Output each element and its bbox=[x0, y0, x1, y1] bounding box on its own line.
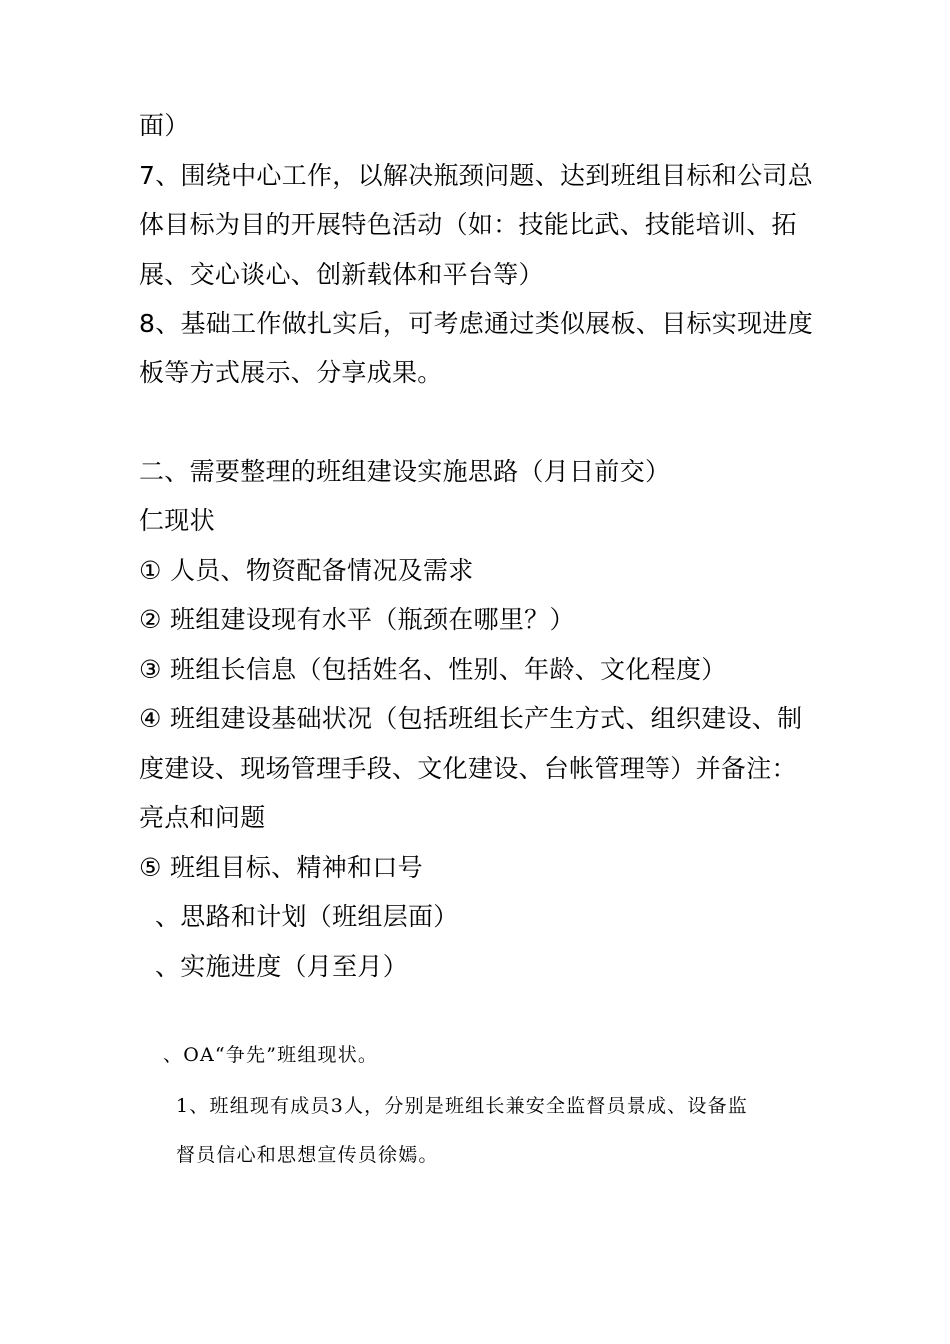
section-heading: 二、需要整理的班组建设实施思路（月日前交） bbox=[139, 457, 671, 486]
text-line: 板等方式展示、分享成果。 bbox=[139, 358, 443, 387]
text-line: 展、交心谈心、创新载体和平台等） bbox=[139, 260, 544, 289]
text-line: 仁现状 bbox=[139, 506, 215, 535]
paragraph-line: 督员信心和思想宣传员徐嫣。 bbox=[176, 1144, 439, 1166]
text-line: 体目标为目的开展特色活动（如：技能比武、技能培训、拓 bbox=[139, 210, 797, 239]
subsection-title: 、OA“争先”班组现状。 bbox=[163, 1044, 379, 1066]
paragraph-line: 1、班组现有成员3人，分别是班组长兼安全监督员景成、设备监 bbox=[176, 1095, 748, 1117]
list-item: ⑤ 班组目标、精神和口号 bbox=[139, 853, 423, 882]
text-line: 8、基础工作做扎实后，可考虑通过类似展板、目标实现进度 bbox=[139, 309, 814, 338]
list-item: 、实施进度（月至月） bbox=[155, 952, 409, 981]
text-line: 7、围绕中心工作，以解决瓶颈问题、达到班组目标和公司总 bbox=[139, 161, 814, 190]
text-line: 度建设、现场管理手段、文化建设、台帐管理等）并备注： bbox=[139, 754, 797, 783]
list-item: ① 人员、物资配备情况及需求 bbox=[139, 556, 474, 585]
list-item: ④ 班组建设基础状况（包括班组长产生方式、组织建设、制 bbox=[139, 704, 803, 733]
text-line: 面） bbox=[139, 111, 190, 140]
list-item: 、思路和计划（班组层面） bbox=[155, 902, 459, 931]
list-item: ② 班组建设现有水平（瓶颈在哪里？） bbox=[139, 605, 575, 634]
text-line: 亮点和问题 bbox=[139, 803, 266, 832]
list-item: ③ 班组长信息（包括姓名、性别、年龄、文化程度） bbox=[139, 655, 727, 684]
